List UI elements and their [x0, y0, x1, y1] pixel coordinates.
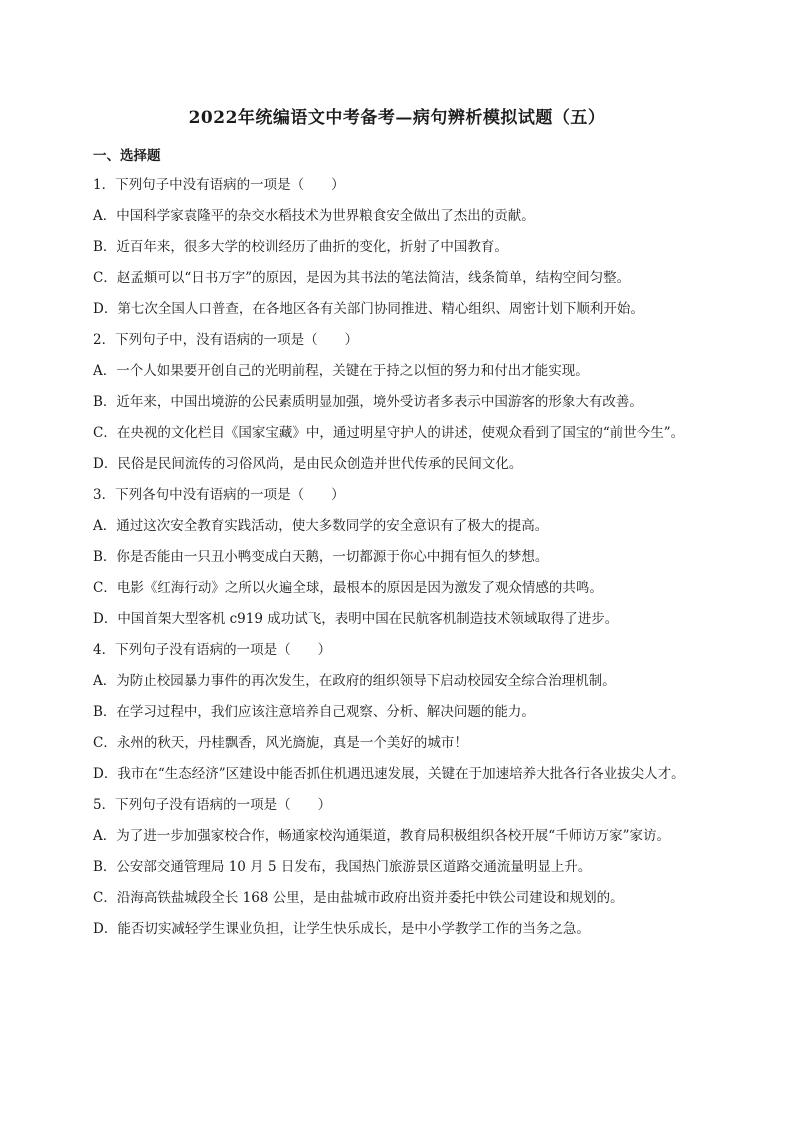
question-stem: 3．下列各句中没有语病的一项是（ ）: [93, 487, 345, 503]
option-a: A．通过这次安全教育实践活动，使大多数同学的安全意识有了极大的提高。: [93, 518, 549, 534]
option-b: B．近百年来，很多大学的校训经历了曲折的变化，折射了中国教育。: [93, 239, 508, 255]
option-d: D．第七次全国人口普查，在各地区各有关部门协同推进、精心组织、周密计划下顺利开始。: [93, 301, 644, 317]
option-a: A．一个人如果要开创自己的光明前程，关键在于持之以恒的努力和付出才能实现。: [93, 363, 589, 379]
option-a: A．为了进一步加强家校合作，畅通家校沟通渠道，教育局积极组织各校开展“千师访万家”家访。: [93, 828, 671, 844]
option-d: D．能否切实减轻学生课业负担，让学生快乐成长，是中小学教学工作的当务之急。: [93, 921, 590, 937]
question-stem: 2．下列句子中，没有语病的一项是（ ）: [93, 332, 359, 348]
option-b: B．在学习过程中，我们应该注意培养自己观察、分析、解决问题的能力。: [93, 704, 535, 720]
section-heading: 一、选择题: [93, 148, 161, 164]
option-c: C．在央视的文化栏目《国家宝藏》中，通过明星守护人的讲述，使观众看到了国宝的“前世今生”。: [93, 425, 685, 441]
question-stem: 5．下列句子没有语病的一项是（ ）: [93, 797, 332, 813]
option-d: D．中国首架大型客机 c919 成功试飞，表明中国在民航客机制造技术领域取得了进步。: [93, 611, 619, 627]
page-title: 2022年统编语文中考备考—病句辨析模拟试题（五）: [188, 108, 606, 128]
option-c: C．赵孟頫可以“日书万字”的原因，是因为其书法的笔法简洁，线条简单，结构空间匀整。: [93, 270, 631, 286]
question-list: [93, 170, 703, 945]
option-b: B．公安部交通管理局 10 月 5 日发布，我国热门旅游景区道路交通流量明显上升。: [93, 859, 592, 875]
option-c: C．沿海高铁盐城段全长 168 公里，是由盐城市政府出资并委托中铁公司建设和规划的。: [93, 890, 624, 906]
option-d: D．我市在“生态经济”区建设中能否抓住机遇迅速发展，关键在于加速培养大批各行各业拔尖人才。: [93, 766, 685, 782]
option-b: B．你是否能由一只丑小鸭变成白天鹅，一切都源于你心中拥有恒久的梦想。: [93, 549, 549, 565]
option-a: A．中国科学家袁隆平的杂交水稻技术为世界粮食安全做出了杰出的贡献。: [93, 208, 535, 224]
option-c: C．永州的秋天，丹桂飘香，风光旖旎，真是一个美好的城市！: [93, 735, 468, 751]
option-a: A．为防止校园暴力事件的再次发生，在政府的组织领导下启动校园安全综合治理机制。: [93, 673, 616, 689]
question-stem: 1．下列句子中没有语病的一项是（ ）: [93, 177, 345, 193]
option-c: C．电影《红海行动》之所以火遍全球，最根本的原因是因为激发了观众情感的共鸣。: [93, 580, 603, 596]
option-b: B．近年来，中国出境游的公民素质明显加强，境外受访者多表示中国游客的形象大有改善。: [93, 394, 643, 410]
question-stem: 4．下列句子没有语病的一项是（ ）: [93, 642, 332, 658]
option-d: D．民俗是民间流传的习俗风尚，是由民众创造并世代传承的民间文化。: [93, 456, 523, 472]
